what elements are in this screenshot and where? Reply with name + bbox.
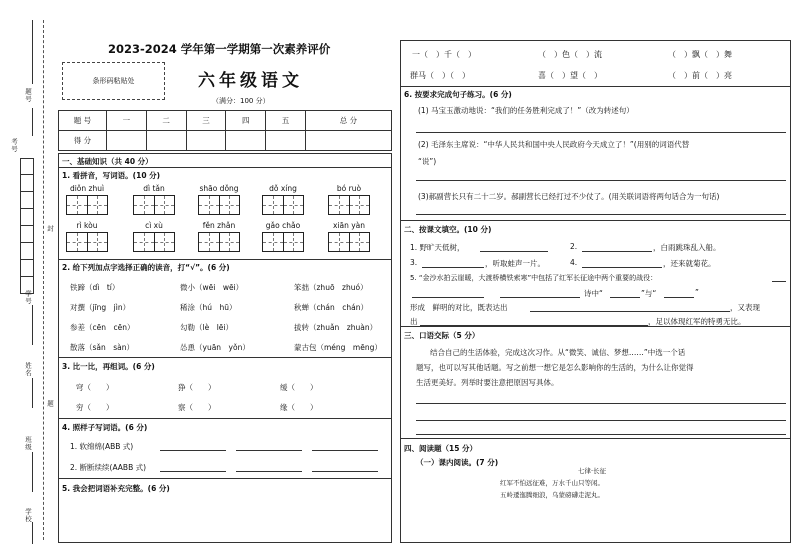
fill-text: 5. “金沙水拍云崖暖，大渡桥横铁索寒”中包括了红军长征途中两个重要的战役： xyxy=(410,274,658,282)
compare-word[interactable]: 狰（ ） xyxy=(178,383,216,392)
side-label-class: 班级 xyxy=(24,436,32,451)
side-label-seal: 封 xyxy=(46,225,54,233)
answer-line[interactable] xyxy=(772,281,786,282)
binding-margin xyxy=(0,0,56,549)
score-header-cell: 总 分 xyxy=(305,111,391,131)
pinyin-label: rì kòu xyxy=(76,221,98,230)
fill-text: 形成 鲜明的对比，既表达出 xyxy=(410,303,508,312)
score-input-cell[interactable] xyxy=(266,131,306,151)
exam-number-boxes[interactable] xyxy=(20,158,34,294)
score-input-cell[interactable] xyxy=(107,131,147,151)
reading-choice[interactable]: 怂恿（yuān yǒn） xyxy=(180,343,250,352)
answer-line[interactable] xyxy=(416,214,786,215)
idiom-blank[interactable]: 群马（ ）（ ） xyxy=(410,71,470,80)
fill-text: 4. xyxy=(570,258,578,267)
answer-line[interactable] xyxy=(480,251,548,252)
reading-choice[interactable]: 稀涂（hú hū） xyxy=(180,303,237,312)
pinyin-label: shāo dǒng xyxy=(199,184,239,193)
part2-heading: 二、按课文填空。(10 分) xyxy=(404,225,492,234)
score-input-cell[interactable] xyxy=(146,131,186,151)
pinyin-label: xiān yàn xyxy=(332,221,366,230)
score-header-row xyxy=(59,111,392,131)
answer-line[interactable] xyxy=(160,450,226,451)
score-header-cell: 题 号 xyxy=(59,111,107,131)
reading-choice[interactable]: 铁蹄（dì tí） xyxy=(70,283,120,292)
writing-grid[interactable] xyxy=(328,232,370,252)
pinyin-label: cì xù xyxy=(145,221,163,230)
oral-prompt: 生活更美好。列举时要注意把原因写具体。 xyxy=(416,378,559,387)
q6-heading: 6. 按要求完成句子练习。(6 分) xyxy=(404,90,512,99)
fill-text: ，还来就菊花。 xyxy=(663,259,716,268)
fill-text: 1. 野旷天低树， xyxy=(410,243,465,252)
poem-line: 红军不怕远征难，万水千山只等闲。 xyxy=(500,479,604,487)
idiom-blank[interactable]: （ ）色（ ）流 xyxy=(538,50,602,59)
score-label-cell: 得 分 xyxy=(59,131,107,151)
answer-line[interactable] xyxy=(416,403,786,404)
fill-text: 2. xyxy=(570,242,578,251)
writing-grid[interactable] xyxy=(198,232,240,252)
reading-choice[interactable]: 秋蝉（chán chán） xyxy=(294,303,368,312)
part3-heading: 三、口语交际（5 分） xyxy=(404,331,480,340)
fill-text: 出 xyxy=(410,317,418,326)
reading-subheading: （一）课内阅读。(7 分) xyxy=(416,458,499,467)
reading-choice[interactable]: 勾勒（lè lēi） xyxy=(180,323,233,332)
poem-line: 五岭逶迤腾细浪，乌蒙磅礴走泥丸。 xyxy=(500,491,604,499)
part1-heading: 一、基础知识（共 40 分） xyxy=(62,157,153,166)
pinyin-label: bó ruò xyxy=(336,184,362,193)
score-input-cell[interactable] xyxy=(226,131,266,151)
answer-line[interactable] xyxy=(422,267,484,268)
answer-line[interactable] xyxy=(582,251,652,252)
fill-text: ”与“ xyxy=(641,289,657,298)
part4-heading: 四、阅读题（15 分） xyxy=(404,444,478,453)
fill-text: ，白雨跳珠乱入船。 xyxy=(653,243,721,252)
pinyin-label: dǒ xíng xyxy=(269,184,297,193)
reading-choice[interactable]: 参差（cēn cēn） xyxy=(70,323,135,332)
pinyin-label: diǒn zhuì xyxy=(69,184,105,193)
full-score: （满分：100 分） xyxy=(212,97,270,105)
pattern-label: 1. 软绵绵(ABB 式) xyxy=(70,442,134,451)
score-value-row xyxy=(59,131,392,151)
idiom-blank[interactable]: 喜（ ）望（ ） xyxy=(538,71,602,80)
score-header-cell: 四 xyxy=(226,111,266,131)
writing-grid[interactable] xyxy=(133,232,175,252)
compare-word[interactable]: 缓（ ） xyxy=(280,383,318,392)
q6-item2: (2) 毛泽东主席说：“中华人民共和国中央人民政府今天成立了！”(用别的词语代替 xyxy=(418,140,690,149)
writing-grid[interactable] xyxy=(66,232,108,252)
answer-line[interactable] xyxy=(312,450,378,451)
fill-text: ，足以体现红军的特勇无比。 xyxy=(648,317,746,326)
score-header-cell: 二 xyxy=(146,111,186,131)
q4-heading: 4. 照样子写词语。(6 分) xyxy=(62,423,148,432)
q5-heading: 5. 我会把词语补充完整。(6 分) xyxy=(62,484,170,493)
idiom-blank[interactable]: 一（ ）千（ ） xyxy=(412,50,476,59)
side-label-student-id: 学号 xyxy=(24,290,32,305)
q6-item2-cont: “说”) xyxy=(418,157,437,166)
oral-prompt: 题写，也可以写其他话题。写之前想一想它是怎么影响你的生活的，为什么让你觉得 xyxy=(416,363,694,372)
answer-line[interactable] xyxy=(582,267,662,268)
answer-line[interactable] xyxy=(236,471,302,472)
writing-grid[interactable] xyxy=(198,195,240,215)
answer-line[interactable] xyxy=(664,297,694,298)
answer-line[interactable] xyxy=(530,311,730,312)
poem-title: 七律·长征 xyxy=(578,467,607,475)
fill-text: 3. xyxy=(410,258,418,267)
writing-grid[interactable] xyxy=(262,195,304,215)
side-label-school: 学校 xyxy=(24,508,32,523)
compare-word[interactable]: 穷（ ） xyxy=(76,403,114,412)
writing-grid[interactable] xyxy=(262,232,304,252)
answer-line[interactable] xyxy=(160,471,226,472)
score-input-cell[interactable] xyxy=(186,131,226,151)
q2-heading: 2. 给下列加点字选择正确的读音，打“√”。(6 分) xyxy=(62,263,230,272)
q3-heading: 3. 比一比，再组词。(6 分) xyxy=(62,362,155,371)
pinyin-label: dì tǎn xyxy=(143,184,165,193)
fill-text: ，听取蛙声一片。 xyxy=(485,259,545,268)
pinyin-label: gǎo chǎo xyxy=(265,221,301,230)
pinyin-label: fěn zhǎn xyxy=(202,221,236,230)
answer-line[interactable] xyxy=(312,471,378,472)
answer-line[interactable] xyxy=(412,297,484,298)
reading-choice[interactable]: 笨拙（zhuō zhuó） xyxy=(294,283,368,292)
score-header-cell: 三 xyxy=(186,111,226,131)
score-header-cell: 一 xyxy=(107,111,147,131)
fill-text: ” xyxy=(695,288,699,297)
idiom-blank[interactable]: （ ）前（ ）亮 xyxy=(668,71,732,80)
q1-heading: 1. 看拼音，写词语。(10 分) xyxy=(62,171,161,180)
answer-line[interactable] xyxy=(416,132,786,133)
compare-word[interactable]: 缘（ ） xyxy=(280,403,318,412)
writing-grid[interactable] xyxy=(328,195,370,215)
subject-title: 六年级语文 xyxy=(198,71,303,91)
reading-choice[interactable]: 散落（sǎn sàn） xyxy=(70,343,135,352)
idiom-blank[interactable]: （ ）飘（ ）舞 xyxy=(668,50,732,59)
score-table xyxy=(58,110,392,151)
pattern-label: 2. 断断续续(AABB 式) xyxy=(70,463,147,472)
side-label-name: 姓名 xyxy=(24,362,32,377)
barcode-area: 条形码粘贴处 xyxy=(62,62,165,100)
exam-title: 2023-2024 学年第一学期第一次素养评价 xyxy=(108,42,331,56)
compare-word[interactable]: 穹（ ） xyxy=(76,383,114,392)
score-header-cell: 五 xyxy=(266,111,306,131)
side-label-number: 题号 xyxy=(24,88,32,103)
fill-text: ，又表现 xyxy=(730,303,760,312)
writing-grid[interactable] xyxy=(133,195,175,215)
q6-item3: (3)郝副营长只有二十二岁。郝副营长已经打过不少仗了。(用关联词语将两句话合为一句话) xyxy=(418,192,720,201)
answer-line[interactable] xyxy=(416,420,786,421)
answer-line[interactable] xyxy=(610,297,640,298)
fill-text: 诗中“ xyxy=(584,289,603,298)
reading-choice[interactable]: 微小（wēi wēi） xyxy=(180,283,244,292)
reading-choice[interactable]: 拔转（zhuǎn zhuàn） xyxy=(294,323,378,332)
answer-line[interactable] xyxy=(416,434,786,435)
writing-grid[interactable] xyxy=(66,195,108,215)
answer-line[interactable] xyxy=(236,450,302,451)
score-input-cell[interactable] xyxy=(305,131,391,151)
answer-line[interactable] xyxy=(416,180,786,181)
q6-item1: (1) 马宝玉激动地说：“我们的任务胜利完成了！”（改为转述句） xyxy=(418,106,634,115)
side-label-kaohao: 考号 xyxy=(10,138,18,153)
oral-prompt: 结合自己的生活体验，完成这次习作。从“微笑、诚信、梦想……”中选一个话 xyxy=(430,348,686,357)
answer-line[interactable] xyxy=(500,297,580,298)
compare-word[interactable]: 察（ ） xyxy=(178,403,216,412)
reading-choice[interactable]: 蒙古包（méng mēng） xyxy=(294,343,382,352)
reading-choice[interactable]: 对撰（jīng jìn） xyxy=(70,303,131,312)
side-label-question: 题 xyxy=(46,400,54,408)
